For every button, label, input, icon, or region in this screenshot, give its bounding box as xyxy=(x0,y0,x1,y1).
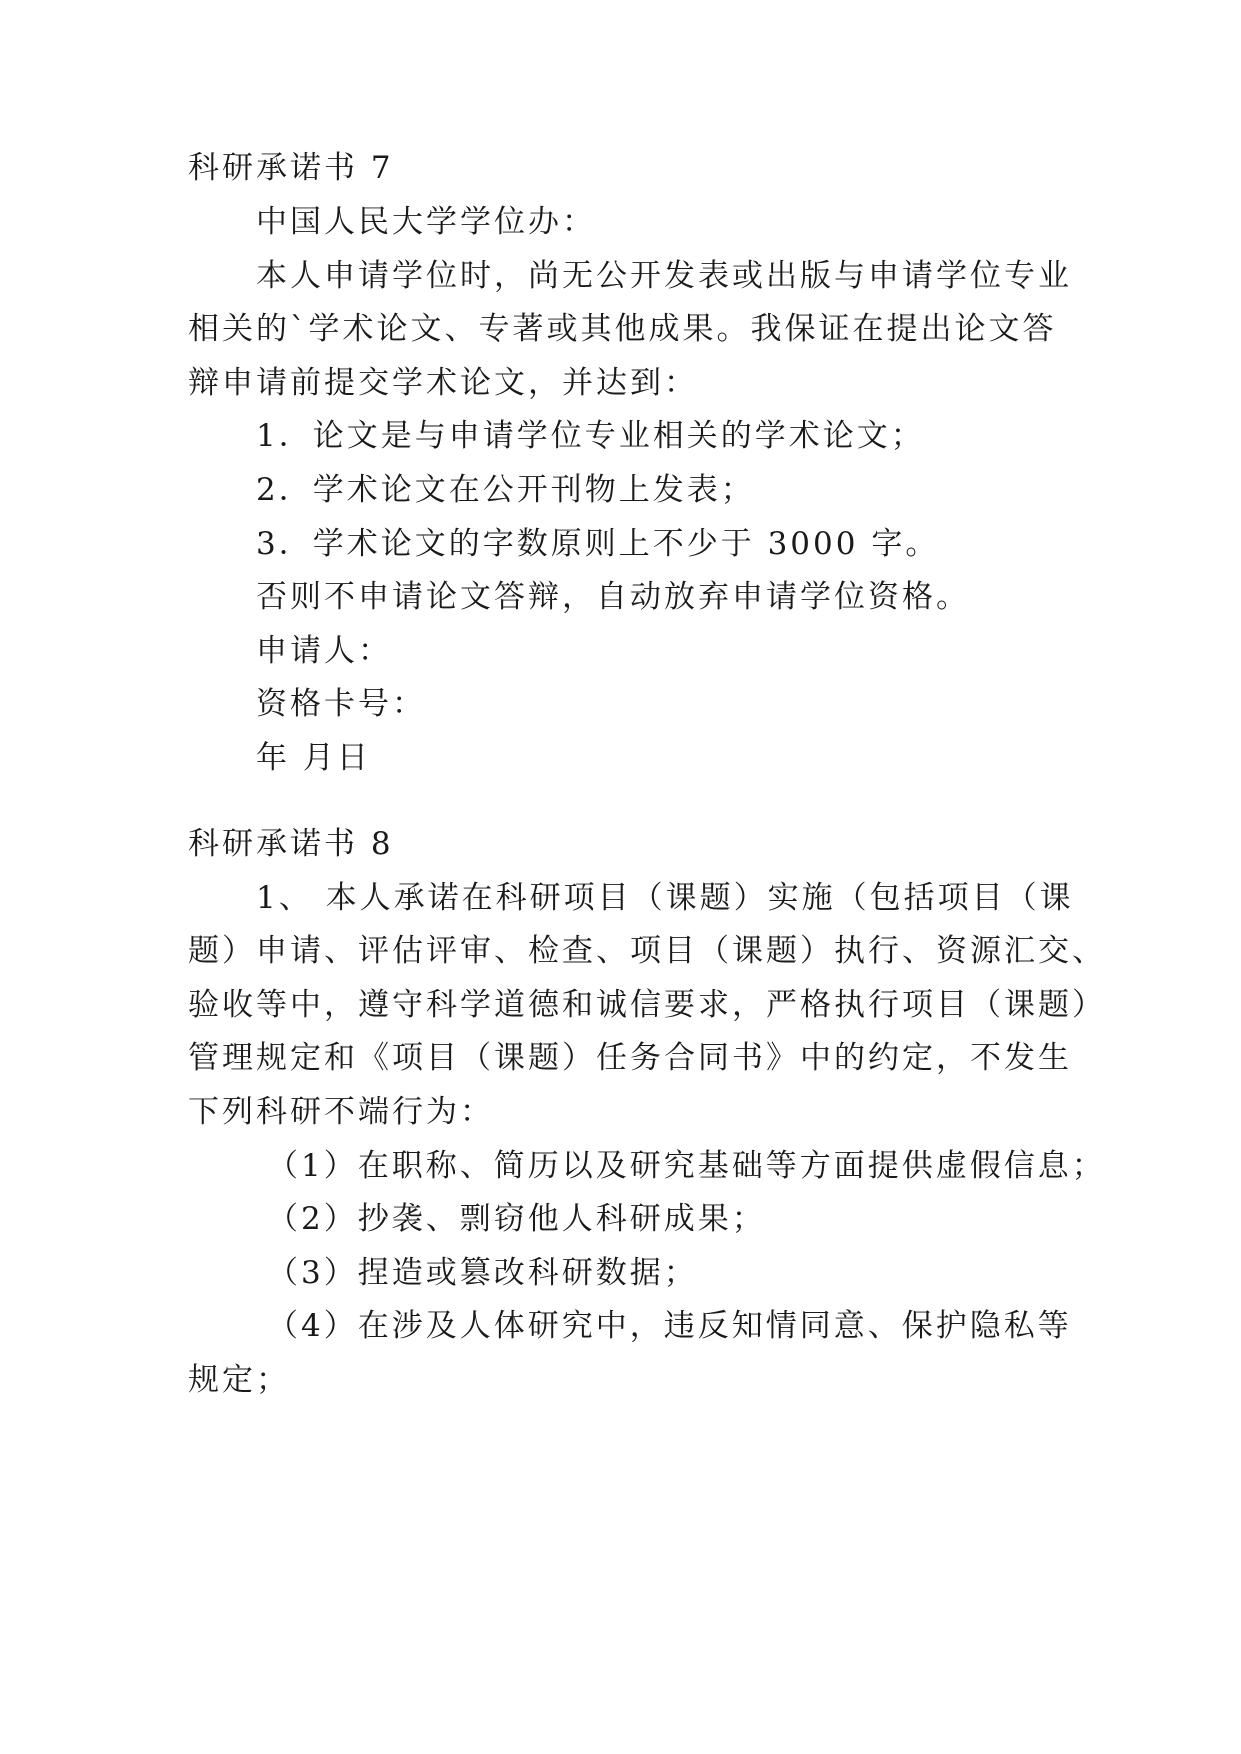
body-line: 1、 本人承诺在科研项目（课题）实施（包括项目（课 xyxy=(256,880,1074,916)
body-line: 验收等中，遵守科学道德和诚信要求，严格执行项目（课题） xyxy=(188,987,1106,1023)
list-item: 3．学术论文的字数原则上不少于 3000 字。 xyxy=(256,526,940,562)
date-label: 年 月日 xyxy=(256,740,371,776)
body-line: 辩申请前提交学术论文，并达到： xyxy=(188,365,698,401)
body-line: 本人申请学位时，尚无公开发表或出版与申请学位专业 xyxy=(256,258,1072,294)
list-item: 1．论文是与申请学位专业相关的学术论文； xyxy=(256,418,925,454)
closing-statement: 否则不申请论文答辩，自动放弃申请学位资格。 xyxy=(256,579,970,615)
addressee: 中国人民大学学位办： xyxy=(256,204,596,240)
list-item: （1）在职称、简历以及研究基础等方面提供虚假信息； xyxy=(267,1148,1106,1184)
body-line: 题）申请、评估评审、检查、项目（课题）执行、资源汇交、 xyxy=(188,933,1106,969)
body-line: 下列科研不端行为： xyxy=(188,1094,494,1130)
list-item: （3）捏造或篡改科研数据； xyxy=(267,1255,698,1291)
body-line: 规定； xyxy=(188,1362,290,1398)
section-title: 科研承诺书 7 xyxy=(188,150,394,186)
section-title: 科研承诺书 8 xyxy=(188,826,394,862)
list-item: （4）在涉及人体研究中，违反知情同意、保护隐私等 xyxy=(267,1308,1072,1344)
list-item: （2）抄袭、剽窃他人科研成果； xyxy=(267,1201,766,1237)
applicant-label: 申请人： xyxy=(256,633,392,669)
body-line: 管理规定和《项目（课题）任务合同书》中的约定，不发生 xyxy=(188,1040,1072,1076)
qualification-card-label: 资格卡号： xyxy=(256,686,426,722)
body-line: 相关的`学术论文、专著或其他成果。我保证在提出论文答 xyxy=(188,311,1057,347)
list-item: 2．学术论文在公开刊物上发表； xyxy=(256,472,755,508)
